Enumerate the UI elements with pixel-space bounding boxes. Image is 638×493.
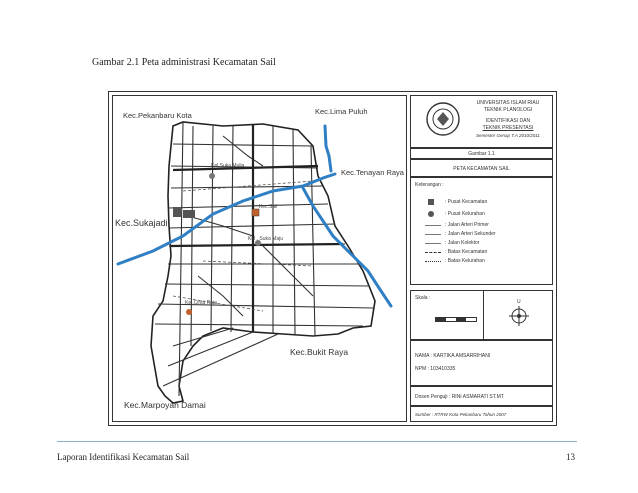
- square-marker-icon: [425, 198, 443, 206]
- legend-box: [410, 177, 553, 285]
- primary-road-line-icon: [425, 221, 443, 229]
- legend-item: : Jalan Kolektor: [425, 239, 479, 247]
- figure-caption: Gambar 2.1 Peta administrasi Kecamatan Sail: [92, 57, 276, 68]
- river-south: [303, 188, 391, 306]
- footer-title: Laporan Identifikasi Kecamatan Sail: [57, 452, 190, 462]
- district-boundary: [151, 122, 375, 403]
- lecturer-box: [410, 386, 553, 406]
- building-block: [173, 207, 181, 217]
- map-source: Sumber : RTRW Kota Pekanbaru Tahun 2007: [415, 412, 507, 417]
- course-name-2: TEKNIK PRESENTASI: [482, 125, 534, 131]
- label-suka-mulia: Kel.Suka Mulia: [211, 163, 245, 169]
- legend-item: : Pusat Kelurahan: [425, 210, 485, 218]
- dot-marker-icon: [425, 210, 443, 218]
- label-sail: Kec.Sail: [259, 204, 278, 210]
- title-box: [410, 95, 553, 148]
- label-sukajadi: Kec.Sukajadi: [115, 218, 168, 228]
- map-title: PETA KECAMATAN SAIL: [453, 166, 510, 172]
- label-suka-maju: Kel . Suka Maju: [248, 236, 284, 242]
- label-cinta-raja: Kel.Cinta Raja: [185, 300, 217, 306]
- university-logo-icon: [425, 101, 461, 137]
- map-side-panel: [410, 95, 553, 422]
- river-north: [325, 126, 331, 171]
- legend-title: Keterangan :: [415, 182, 444, 188]
- legend-item: : Jalan Arteri Primer: [425, 221, 489, 229]
- scale-bar: [435, 317, 477, 322]
- lecturer-name: Dosen Penguji : RINI ASMARATI ST.MT: [415, 394, 504, 400]
- label-bukit-raya: Kec.Bukit Raya: [290, 347, 349, 357]
- north-label: U: [517, 299, 521, 305]
- center-kelurahan-marker-suka-mulia: [209, 173, 215, 179]
- legend-item: : Pusat Kecamatan: [425, 198, 487, 206]
- secondary-road-line-icon: [425, 230, 443, 238]
- author-box: [410, 340, 553, 386]
- semester: Semester Genap T.A 2010/2011: [476, 133, 540, 138]
- district-boundary-line-icon: [425, 248, 443, 256]
- north-arrow-icon: [508, 305, 530, 327]
- map-title-box: [410, 159, 553, 177]
- footer-rule: [57, 441, 577, 442]
- collector-road-line-icon: [425, 239, 443, 247]
- faculty-name: TEKNIK PLANOLOGI: [483, 107, 533, 113]
- center-kelurahan-marker-cinta-raja: [186, 309, 192, 315]
- label-pekanbaru-kota: Kec.Pekanbaru Kota: [123, 111, 192, 120]
- author-npm: NPM : 103410335: [415, 366, 456, 372]
- source-box: [410, 406, 553, 422]
- building-block: [183, 210, 195, 218]
- figure-number-box: [410, 148, 553, 159]
- label-tenayan-raya: Kec.Tenayan Raya: [341, 168, 404, 177]
- figure-number: Gambar 1.1: [468, 151, 495, 157]
- district-map: [113, 96, 407, 422]
- legend-item: : Batas Kecamatan: [425, 248, 487, 256]
- author-name: NAMA : KARTIKA AMSARRIHANI: [415, 353, 491, 359]
- scale-label: Skala :: [415, 295, 431, 301]
- page-number: 13: [566, 452, 575, 462]
- center-kecamatan-marker: [252, 209, 259, 216]
- label-marpoyan-damai: Kec.Marpoyan Damai: [124, 400, 206, 410]
- map-frame: [112, 95, 407, 422]
- village-boundary-line-icon: [425, 257, 443, 265]
- university-name: UNIVERSITAS ISLAM RIAU: [476, 100, 540, 106]
- legend-item: : Jalan Arteri Sekunder: [425, 230, 496, 238]
- legend-item: : Batas Kelurahan: [425, 257, 485, 265]
- course-name-1: IDENTIFIKASI DAN: [485, 118, 531, 124]
- scale-box: [410, 290, 553, 340]
- north-arrow-box: [483, 291, 554, 341]
- label-lima-puluh: Kec.Lima Puluh: [315, 107, 368, 116]
